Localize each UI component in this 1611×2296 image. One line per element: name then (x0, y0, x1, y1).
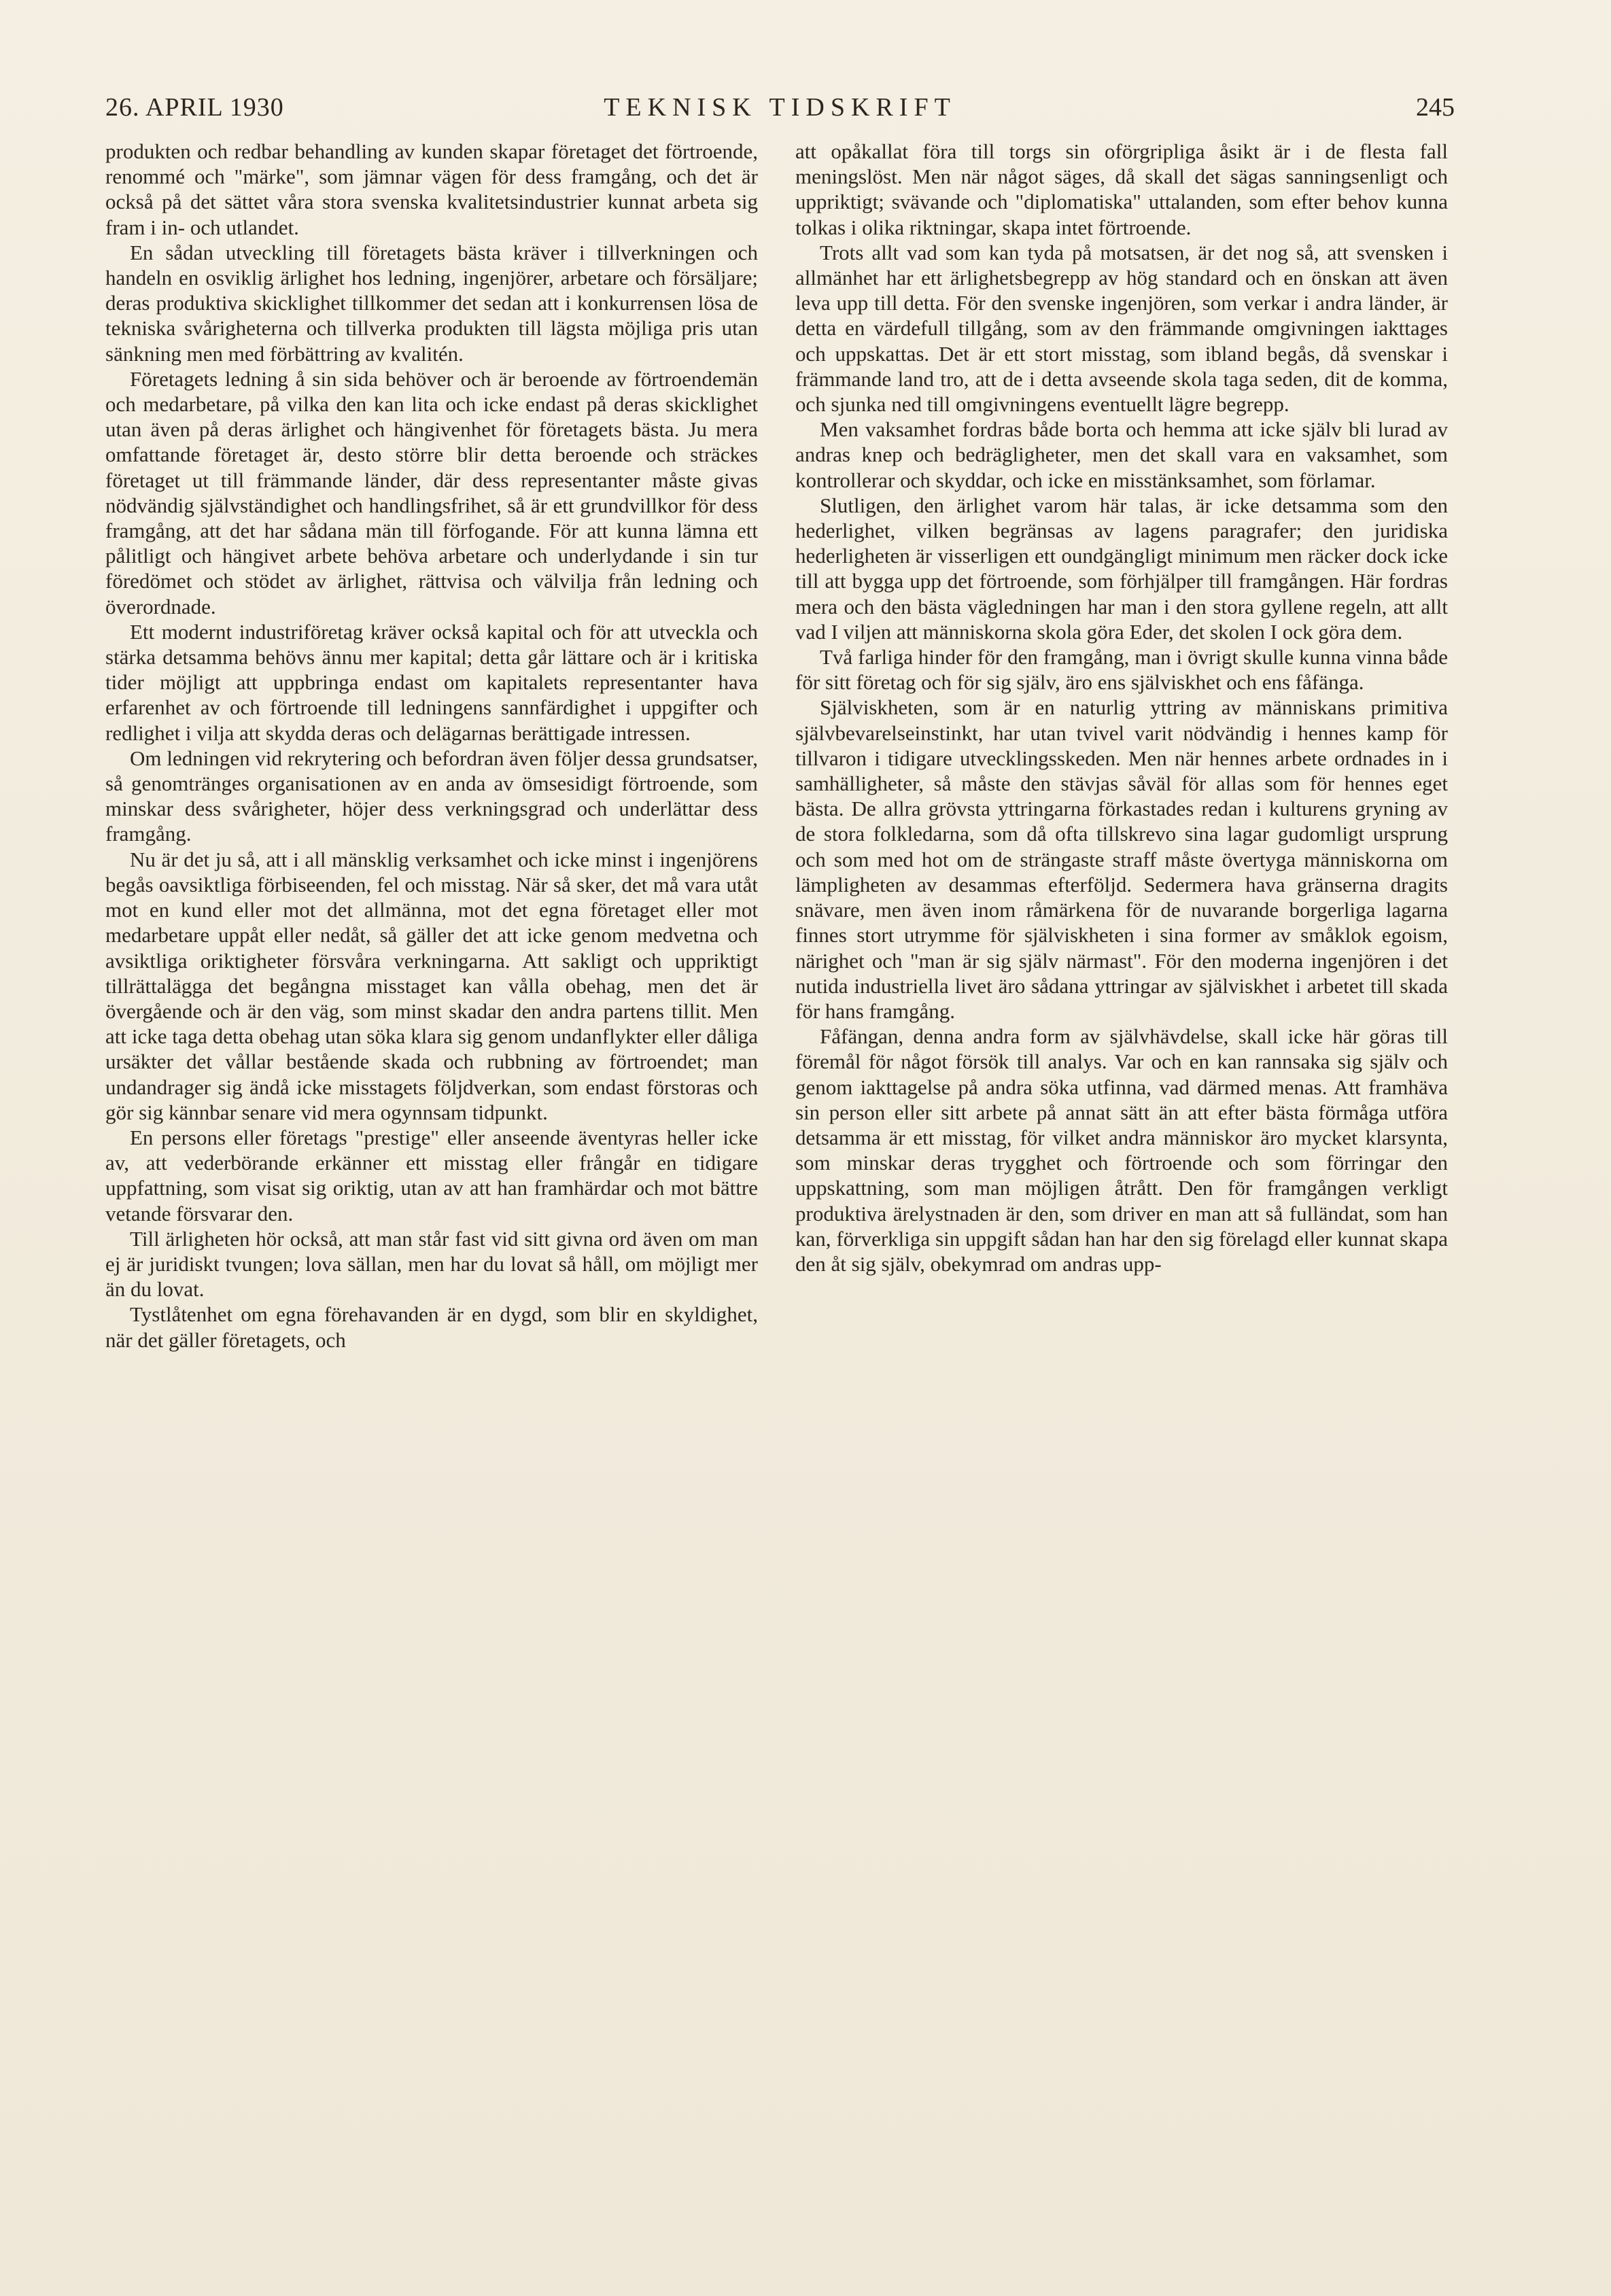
left-column (105, 139, 758, 2178)
running-header (105, 87, 1455, 128)
journal-title: TEKNISK TIDSKRIFT (604, 93, 956, 122)
paragraph: Ett modernt industriföretag kräver också kapital och för att utveckla och stärka detsamma behövs ännu mer kapital; detta går lättare och är i kritiska tider möjligt att uppbringa endast om kapitalets representanter hava erfarenhet av och förtroende till ledningens sannfärdighet i uppgifter och redlighet i vilja att skydda deras och delägarnas berättigade intressen. (105, 619, 758, 745)
paragraph: att opåkallat föra till torgs sin oförgripliga åsikt är i de flesta fall meningslöst. Men när något säges, då skall det sägas sanningsenligt och uppriktigt; svävande och "diplomatiska" uttalanden, som efter behov kunna tolkas i olika riktningar, skapa intet förtroende. (795, 139, 1448, 239)
paragraph: produkten och redbar behandling av kunden skapar företaget det förtroende, renommé och "märke", som jämnar vägen för dess framgång, och det är också på det sättet våra stora svenska kvalitetsindustrier kunnat arbeta sig fram i in- och utlandet. (105, 139, 758, 239)
issue-date: 26. APRIL 1930 (105, 93, 284, 122)
paragraph: Själviskheten, som är en naturlig yttring av människans primitiva självbevarelseinstinkt, har utan tvivel varit nödvändig i hennes kamp för tillvaron i tidigare utvecklingsskeden. Men när hennes arbete ordnades in i samhälligheter, så måste den stävjas såväl för allas som för hennes eget bästa. De allra grövsta yttringarna förkastades redan i kulturens gryning av de stora folkledarna, som då ofta tillskrevo sina lagar gudomligt ursprung och som med hot om de strängaste straff måste övertyga människorna om lämpligheten av desammas efterföljd. Sedermera hava gränserna dragits snävare, men även inom råmärkena för de nuvarande borgerliga lagarna finnes stort utrymme för själviskheten i sina former av småklok egoism, närighet och "man är sig själv närmast". För den moderna ingenjören i det nutida industriella livet äro sådana yttringar av själviskhet i arbetet till skada för hans framgång. (795, 695, 1448, 1023)
paragraph: Tystlåtenhet om egna förehavanden är en dygd, som blir en skyldighet, när det gäller företagets, och (105, 1302, 758, 1352)
paragraph: En sådan utveckling till företagets bästa kräver i tillverkningen och handeln en osviklig ärlighet hos ledning, ingenjörer, arbetare och försäljare; deras produktiva skicklighet tillkommer det sedan att i konkurrensen lösa de tekniska svårigheterna och tillverka produkten till lägsta möjliga pris utan sänkning men med förbättring av kvalitén. (105, 240, 758, 366)
paragraph: Slutligen, den ärlighet varom här talas, är icke detsamma som den hederlighet, vilken begränsas av lagens paragrafer; den juridiska hederligheten är visserligen ett oundgängligt minimum men räcker dock icke till att bygga upp det förtroende, som förhjälper till framgången. Här fordras mera och den bästa vägledningen har man i den stora gyllene regeln, att allt vad I viljen att människorna skola göra Eder, det skolen I ock göra dem. (795, 493, 1448, 644)
paragraph: Nu är det ju så, att i all mänsklig verksamhet och icke minst i ingenjörens begås oavsiktliga förbiseenden, fel och misstag. När så sker, det må vara utåt mot en kund eller mot det allmänna, mot det egna företaget eller mot medarbetare uppåt eller nedåt, så gäller det att icke genom medvetna och avsiktliga oriktigheter försvåra verkningarna. Att sakligt och uppriktigt tillrättalägga det begångna misstaget kan vålla obehag, men det är övergående och är den väg, som minst skadar den andra partens tillit. Men att icke taga detta obehag utan söka klara sig genom undanflykter eller dåliga ursäkter det vållar bestående skada och rubbning av förtroendet; man undandrager sig ändå icke misstagets följdverkan, som endast förstoras och gör sig kännbar senare vid mera ogynnsam tidpunkt. (105, 847, 758, 1124)
page-number: 245 (1416, 93, 1455, 122)
paragraph: Trots allt vad som kan tyda på motsatsen, är det nog så, att svensken i allmänhet har ett ärlighetsbegrepp av hög standard och en önskan att även leva upp till detta. För den svenske ingenjören, som verkar i andra länder, är detta en värdefull tillgång, som av den främmande omgivningen iakttages och uppskattas. Det är ett stort misstag, som ibland begås, då svenskar i främmande land tro, att de i detta avseende skola taga seden, dit de komma, och sjunka ned till omgivningens eventuellt lägre begrepp. (795, 240, 1448, 417)
paragraph: Men vaksamhet fordras både borta och hemma att icke själv bli lurad av andras knep och bedrägligheter, men det skall vara en vaksamhet, som kontrollerar och skyddar, och icke en misstänksamhet, som förlamar. (795, 417, 1448, 492)
paragraph: Till ärligheten hör också, att man står fast vid sitt givna ord även om man ej är juridiskt tvungen; lova sällan, men har du lovat så håll, om möjligt mer än du lovat. (105, 1226, 758, 1302)
right-column (795, 139, 1448, 2178)
paragraph: Två farliga hinder för den framgång, man i övrigt skulle kunna vinna både för sitt företag och för sig själv, äro ens själviskhet och ens fåfänga. (795, 645, 1448, 695)
paragraph: Företagets ledning å sin sida behöver och är beroende av förtroendemän och medarbetare, på vilka den kan lita och icke endast på deras skicklighet utan även på deras ärlighet och hängivenhet för företagets bästa. Ju mera omfattande företaget är, desto större blir detta beroende och sträckes företaget ut till främmande länder, där dess representanter måste givas nödvändig självständighet och handlingsfrihet, så är ett grundvillkor för dess framgång, att det har sådana män till förfogande. För att kunna lämna ett pålitligt och hängivet arbete behöva arbetare och underlydande i sin tur föredömet och stödet av ärlighet, rättvisa och välvilja från ledning och överordnade. (105, 366, 758, 619)
paragraph: Fåfängan, denna andra form av självhävdelse, skall icke här göras till föremål för något försök till analys. Var och en kan rannsaka sig själv och genom iakttagelse på andra söka utfinna, vad därmed menas. Att framhäva sin person eller sitt arbete på annat sätt än att efter bästa förmåga utföra detsamma är ett misstag, för vilket andra människor äro mycket klarsynta, som minskar deras trygghet och förtroende och som förringar den uppskattning, som man möjligen åtrått. Den för framgången verkligt produktiva ärelystnaden är den, som driver en man att så fulländat, som han kan, förverkliga sin uppgift sådan han har den sig förelagd eller kunnat skapa den åt sig själv, obekymrad om andras upp- (795, 1024, 1448, 1276)
paragraph: En persons eller företags "prestige" eller anseende äventyras heller icke av, att vederbörande erkänner ett misstag eller frångår en tidigare uppfattning, som visat sig oriktig, utan av att han framhärdar och mot bättre vetande försvarar den. (105, 1125, 758, 1225)
paragraph: Om ledningen vid rekrytering och befordran även följer dessa grundsatser, så genomtränges organisationen av en anda av ömsesidigt förtroende, som minskar dess svårigheter, höjer dess verkningsgrad och underlättar dess framgång. (105, 746, 758, 846)
